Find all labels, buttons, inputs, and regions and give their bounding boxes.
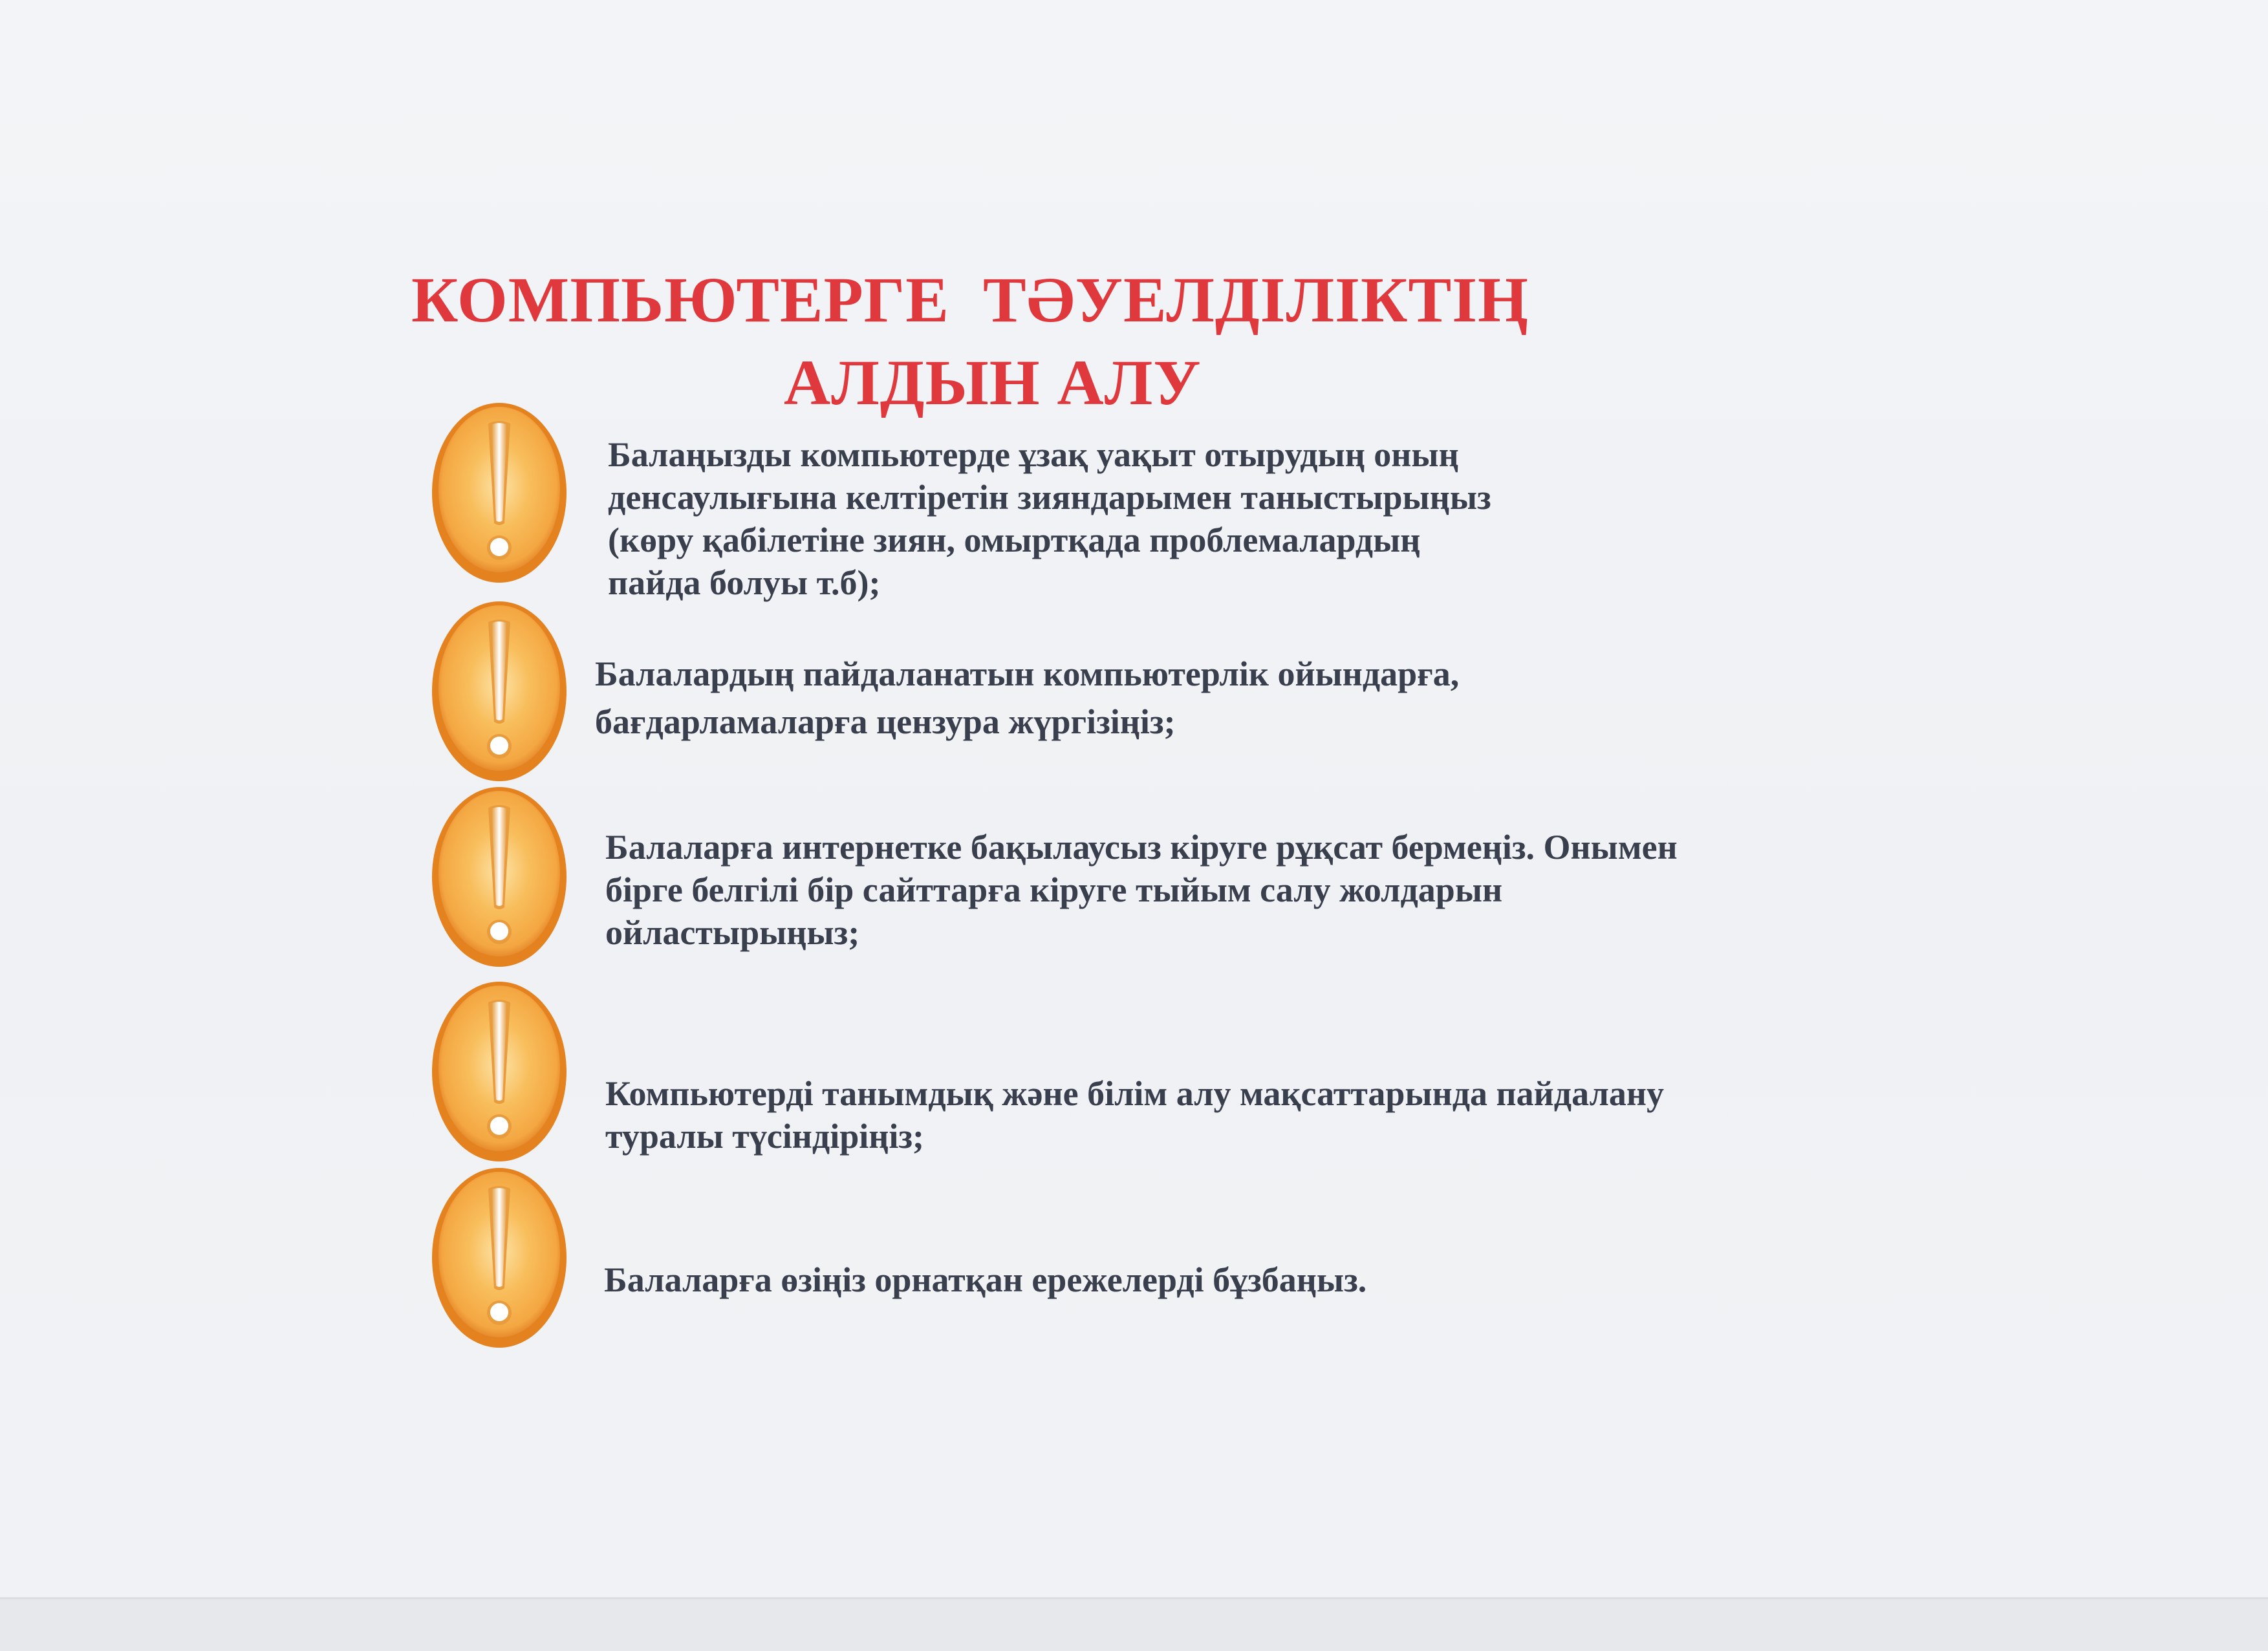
page-title [388,259,1617,424]
exclamation-icon [428,783,570,971]
scan-bottom-edge [0,1597,2268,1651]
list-item-text: Балаңызды компьютерде ұзақ уақыт отырудың оның денсаулығына келтіретін зияндарымен таныстырыңыз (көру қабілетіне зиян, омыртқада проблемалардың пайда болуы т.б); [608,435,1491,602]
list-item-text: Балалардың пайдаланатын компьютерлік ойындарға, бағдарламаларға цензура жүргізіңіз; [595,654,1460,741]
exclamation-icon [428,399,570,587]
list-item-text: Балаларға өзіңіз орнатқан ережелерді бұзбаңыз. [604,1260,1367,1299]
list-item-text: Компьютерді танымдық және білім алу мақсаттарында пайдалану туралы түсіндіріңіз; [605,1074,1664,1156]
exclamation-icon [428,598,570,785]
title-line-1: КОМПЬЮТЕРГЕ ТӘУЕЛДІЛІКТІҢ [411,264,1529,336]
list-item-text: Балаларға интернетке бақылаусыз кіруге рұқсат бермеңіз. Онымен бірге белгілі бір сайттарға кіруге тыйым салу жолдарын ойластырыңыз; [605,828,1678,952]
exclamation-icon [428,978,570,1165]
exclamation-icon [428,1164,570,1352]
title-line-2: АЛДЫН АЛУ [784,347,1202,418]
